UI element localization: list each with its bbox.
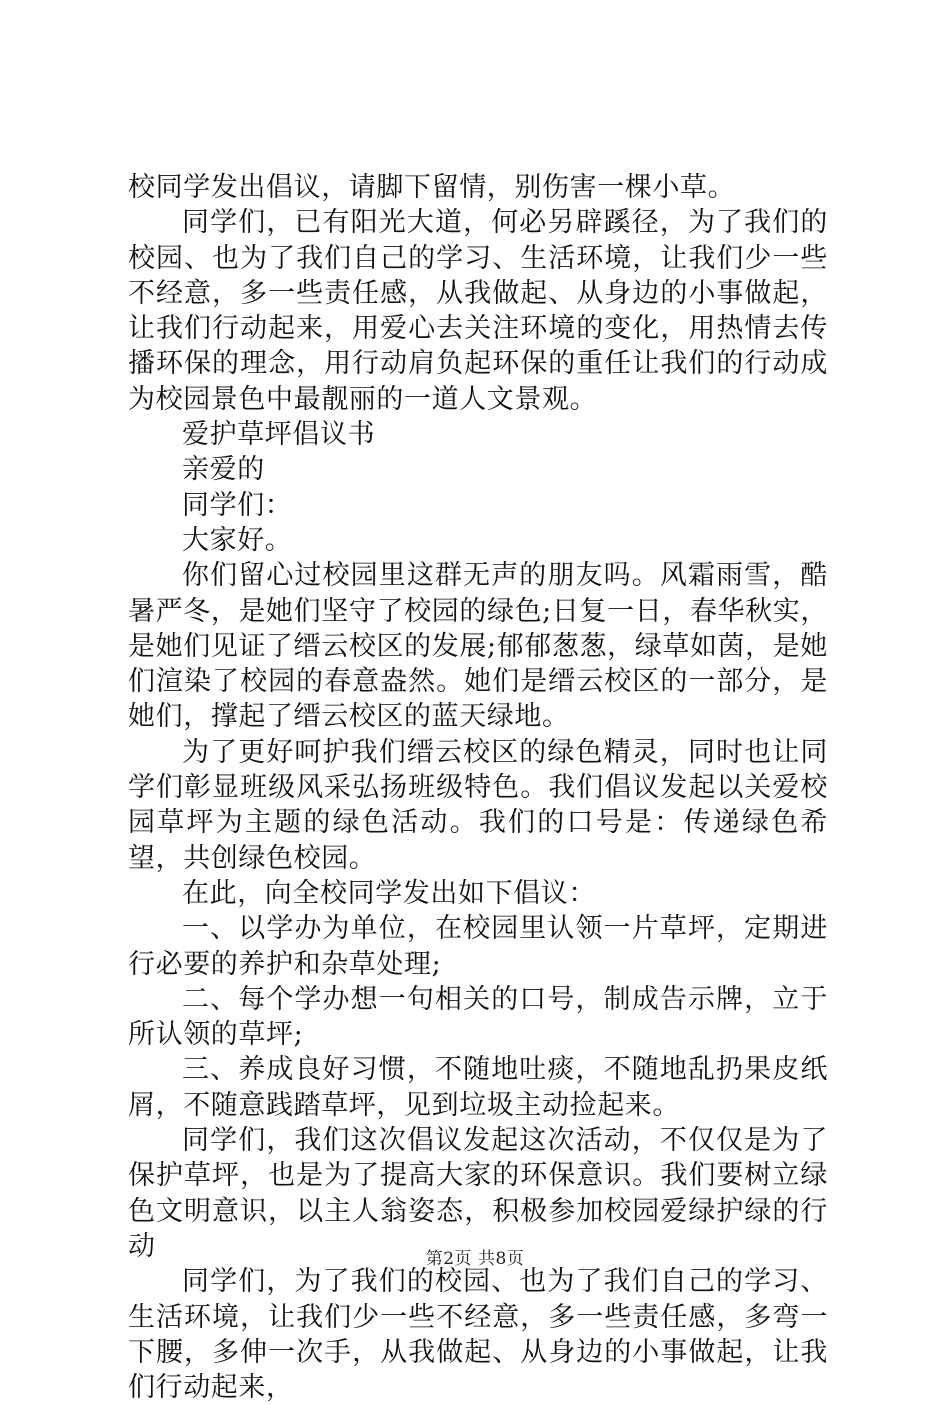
paragraph-7: 你们留心过校园里这群无声的朋友吗。风霜雨雪，酷暑严冬，是她们坚守了校园的绿色;日复一日，春华秋实，是她们见证了缙云校区的发展;郁郁葱葱，绿草如茵，是她们渲染了校园的春意盎然。她们是缙云校区的一部分，是她们，撑起了缙云校区的蓝天绿地。 [128, 560, 828, 733]
salutation-line-2: 同学们： [182, 489, 293, 521]
paragraph-8: 为了更好呵护我们缙云校区的绿色精灵，同时也让同学们彰显班级风采弘扬班级特色。我们倡议发起以关爱校园草坪为主题的绿色活动。我们的口号是：传递绿色希望，共创绿色校园。 [128, 736, 828, 874]
proposal-item-1: 一、以学办为单位，在校园里认领一片草坪，定期进行必要的养护和杂草处理; [128, 913, 828, 980]
page-number-footer: 第2页 共8页 [425, 1249, 525, 1269]
paragraph-14: 同学们，为了我们的校园、也为了我们自己的学习、生活环境，让我们少一些不经意，多一些责任感，多弯一下腰，多伸一次手，从我做起、从身边的小事做起，让我们行动起来， [128, 1266, 828, 1404]
proposal-item-2: 二、每个学办想一句相关的口号，制成告示牌，立于所认领的草坪; [128, 983, 828, 1051]
document-body [128, 170, 828, 1405]
paragraph-2: 同学们，已有阳光大道，何必另辟蹊径，为了我们的校园、也为了我们自己的学习、生活环境，让我们少一些不经意，多一些责任感，从我做起、从身边的小事做起，让我们行动起来，用爱心去关注环境的变化，用热情去传播环保的理念，用行动肩负起环保的重任让我们的行动成为校园景色中最靓丽的一道人文景观。 [128, 207, 828, 415]
document-title: 爱护草坪倡议书 [182, 419, 376, 451]
greeting: 大家好。 [182, 524, 293, 556]
paragraph-13: 同学们，我们这次倡议发起这次活动，不仅仅是为了保护草坪，也是为了提高大家的环保意识。我们要树立绿色文明意识，以主人翁姿态，积极参加校园爱绿护绿的行动 [128, 1125, 828, 1262]
paragraph-9: 在此，向全校同学发出如下倡议： [182, 877, 596, 909]
paragraph-1: 校同学发出倡议，请脚下留情，别伤害一棵小草。 [128, 172, 736, 203]
salutation-line-1: 亲爱的 [182, 454, 265, 486]
proposal-item-3: 三、养成良好习惯，不随地吐痰，不随地乱扔果皮纸屑，不随意践踏草坪，见到垃圾主动捡起来。 [128, 1054, 828, 1121]
